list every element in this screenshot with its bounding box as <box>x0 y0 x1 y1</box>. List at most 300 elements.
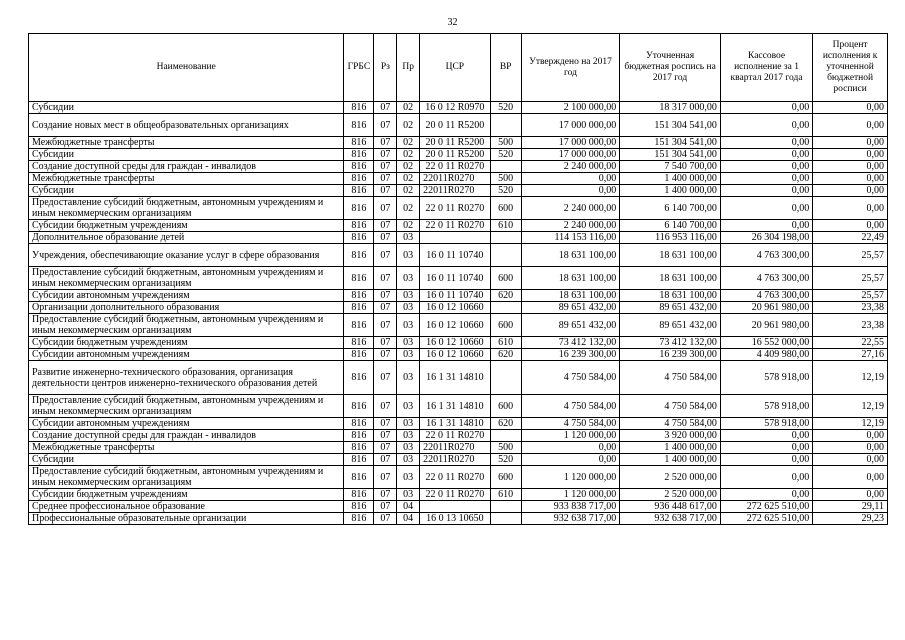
cell-pr: 02 <box>397 161 420 173</box>
budget-table <box>28 33 888 525</box>
cell-csr: 22011R0270 <box>420 442 491 454</box>
cell-percent: 25,57 <box>813 290 888 302</box>
table-row <box>29 314 888 337</box>
cell-approved: 2 240 000,00 <box>521 161 620 173</box>
header-rz: Рз <box>374 34 397 102</box>
cell-pr: 03 <box>397 232 420 244</box>
cell-grbs: 816 <box>344 197 374 220</box>
cell-cash: 0,00 <box>720 197 812 220</box>
cell-approved: 0,00 <box>521 454 620 466</box>
cell-refined: 16 239 300,00 <box>620 349 721 361</box>
cell-cash: 0,00 <box>720 102 812 114</box>
cell-percent: 29,23 <box>813 513 888 525</box>
cell-csr <box>420 501 491 513</box>
cell-vr <box>490 114 521 137</box>
cell-grbs: 816 <box>344 149 374 161</box>
cell-refined: 73 412 132,00 <box>620 337 721 349</box>
cell-pr: 03 <box>397 489 420 501</box>
cell-percent: 0,00 <box>813 197 888 220</box>
cell-name: Субсидии бюджетным учреждениям <box>29 337 344 349</box>
cell-csr <box>420 232 491 244</box>
cell-vr: 500 <box>490 442 521 454</box>
cell-cash: 0,00 <box>720 454 812 466</box>
cell-csr: 20 0 11 R5200 <box>420 149 491 161</box>
cell-vr: 520 <box>490 454 521 466</box>
cell-name: Субсидии бюджетным учреждениям <box>29 220 344 232</box>
cell-vr: 500 <box>490 173 521 185</box>
cell-cash: 4 763 300,00 <box>720 244 812 267</box>
cell-pr: 03 <box>397 442 420 454</box>
table-row <box>29 430 888 442</box>
table-row <box>29 185 888 197</box>
cell-refined: 2 520 000,00 <box>620 466 721 489</box>
cell-percent: 0,00 <box>813 114 888 137</box>
cell-percent: 22,49 <box>813 232 888 244</box>
cell-cash: 578 918,00 <box>720 395 812 418</box>
cell-csr: 22 0 11 R0270 <box>420 430 491 442</box>
cell-rz: 07 <box>374 361 397 395</box>
table-row <box>29 418 888 430</box>
cell-cash: 0,00 <box>720 185 812 197</box>
table-row <box>29 267 888 290</box>
cell-refined: 1 400 000,00 <box>620 185 721 197</box>
cell-vr: 610 <box>490 220 521 232</box>
cell-name: Субсидии <box>29 102 344 114</box>
cell-approved: 16 239 300,00 <box>521 349 620 361</box>
cell-pr: 03 <box>397 290 420 302</box>
cell-vr <box>490 430 521 442</box>
cell-cash: 0,00 <box>720 114 812 137</box>
cell-pr: 03 <box>397 395 420 418</box>
cell-name: Предоставление субсидий бюджетным, автономным учреждениям и иным некоммерческим организациям <box>29 314 344 337</box>
table-row <box>29 290 888 302</box>
cell-name: Создание доступной среды для граждан - инвалидов <box>29 161 344 173</box>
cell-csr: 22 0 11 R0270 <box>420 161 491 173</box>
cell-csr: 16 0 12 10660 <box>420 302 491 314</box>
cell-approved: 89 651 432,00 <box>521 314 620 337</box>
cell-rz: 07 <box>374 314 397 337</box>
cell-vr: 520 <box>490 149 521 161</box>
cell-csr: 22011R0270 <box>420 185 491 197</box>
cell-percent: 25,57 <box>813 244 888 267</box>
table-row <box>29 349 888 361</box>
cell-cash: 578 918,00 <box>720 361 812 395</box>
cell-percent: 12,19 <box>813 418 888 430</box>
cell-percent: 22,55 <box>813 337 888 349</box>
cell-refined: 6 140 700,00 <box>620 197 721 220</box>
cell-rz: 07 <box>374 454 397 466</box>
cell-cash: 0,00 <box>720 161 812 173</box>
header-refined: Уточненная бюджетная роспись на 2017 год <box>620 34 721 102</box>
cell-cash: 16 552 000,00 <box>720 337 812 349</box>
cell-pr: 03 <box>397 244 420 267</box>
cell-percent: 29,11 <box>813 501 888 513</box>
header-percent: Процент исполнения к уточненной бюджетной росписи <box>813 34 888 102</box>
cell-pr: 02 <box>397 220 420 232</box>
cell-cash: 578 918,00 <box>720 418 812 430</box>
cell-vr: 520 <box>490 185 521 197</box>
cell-rz: 07 <box>374 173 397 185</box>
cell-refined: 151 304 541,00 <box>620 137 721 149</box>
cell-name: Учреждения, обеспечивающие оказание услуг в сфере образования <box>29 244 344 267</box>
cell-rz: 07 <box>374 137 397 149</box>
cell-vr: 600 <box>490 197 521 220</box>
cell-grbs: 816 <box>344 114 374 137</box>
cell-name: Развитие инженерно-технического образования, организация деятельности центров инженерно-технического образования детей <box>29 361 344 395</box>
cell-refined: 4 750 584,00 <box>620 418 721 430</box>
cell-approved: 17 000 000,00 <box>521 149 620 161</box>
cell-percent: 12,19 <box>813 395 888 418</box>
cell-pr: 02 <box>397 102 420 114</box>
cell-refined: 89 651 432,00 <box>620 302 721 314</box>
cell-rz: 07 <box>374 349 397 361</box>
cell-vr <box>490 501 521 513</box>
cell-pr: 03 <box>397 361 420 395</box>
cell-grbs: 816 <box>344 102 374 114</box>
cell-grbs: 816 <box>344 430 374 442</box>
cell-refined: 3 920 000,00 <box>620 430 721 442</box>
cell-rz: 07 <box>374 290 397 302</box>
cell-refined: 4 750 584,00 <box>620 395 721 418</box>
table-row <box>29 466 888 489</box>
page-number: 32 <box>447 17 458 28</box>
cell-grbs: 816 <box>344 513 374 525</box>
cell-refined: 18 631 100,00 <box>620 244 721 267</box>
table-row <box>29 197 888 220</box>
table-row <box>29 302 888 314</box>
cell-csr: 16 0 12 10660 <box>420 314 491 337</box>
cell-refined: 151 304 541,00 <box>620 114 721 137</box>
cell-grbs: 816 <box>344 232 374 244</box>
cell-grbs: 816 <box>344 337 374 349</box>
cell-csr: 16 1 31 14810 <box>420 361 491 395</box>
cell-vr: 620 <box>490 349 521 361</box>
cell-rz: 07 <box>374 395 397 418</box>
cell-grbs: 816 <box>344 267 374 290</box>
cell-rz: 07 <box>374 513 397 525</box>
cell-vr: 520 <box>490 102 521 114</box>
cell-grbs: 816 <box>344 489 374 501</box>
cell-pr: 03 <box>397 418 420 430</box>
cell-csr: 16 0 11 10740 <box>420 290 491 302</box>
cell-percent: 25,57 <box>813 267 888 290</box>
cell-pr: 04 <box>397 513 420 525</box>
cell-rz: 07 <box>374 220 397 232</box>
cell-name: Организации дополнительного образования <box>29 302 344 314</box>
cell-csr: 16 0 11 10740 <box>420 244 491 267</box>
cell-cash: 272 625 510,00 <box>720 513 812 525</box>
cell-name: Субсидии автономным учреждениям <box>29 290 344 302</box>
cell-percent: 27,16 <box>813 349 888 361</box>
cell-pr: 02 <box>397 173 420 185</box>
cell-pr: 03 <box>397 454 420 466</box>
cell-csr: 16 0 13 10650 <box>420 513 491 525</box>
table-row <box>29 220 888 232</box>
table-row <box>29 102 888 114</box>
cell-approved: 0,00 <box>521 442 620 454</box>
cell-approved: 933 838 717,00 <box>521 501 620 513</box>
cell-cash: 4 763 300,00 <box>720 267 812 290</box>
table-row <box>29 137 888 149</box>
cell-name: Предоставление субсидий бюджетным, автономным учреждениям и иным некоммерческим организациям <box>29 267 344 290</box>
cell-name: Субсидии <box>29 149 344 161</box>
table-row <box>29 149 888 161</box>
table-row <box>29 395 888 418</box>
cell-pr: 02 <box>397 185 420 197</box>
table-row <box>29 173 888 185</box>
cell-approved: 17 000 000,00 <box>521 137 620 149</box>
cell-vr: 600 <box>490 395 521 418</box>
cell-refined: 932 638 717,00 <box>620 513 721 525</box>
cell-vr: 600 <box>490 267 521 290</box>
cell-grbs: 816 <box>344 466 374 489</box>
cell-percent: 0,00 <box>813 466 888 489</box>
cell-cash: 4 409 980,00 <box>720 349 812 361</box>
cell-percent: 0,00 <box>813 430 888 442</box>
cell-rz: 07 <box>374 489 397 501</box>
table-body <box>29 102 888 525</box>
cell-csr: 22011R0270 <box>420 173 491 185</box>
cell-grbs: 816 <box>344 454 374 466</box>
cell-vr: 610 <box>490 489 521 501</box>
cell-vr <box>490 161 521 173</box>
cell-csr: 16 0 11 10740 <box>420 267 491 290</box>
cell-grbs: 816 <box>344 220 374 232</box>
cell-csr: 22 0 11 R0270 <box>420 466 491 489</box>
cell-name: Предоставление субсидий бюджетным, автономным учреждениям и иным некоммерческим организациям <box>29 197 344 220</box>
cell-rz: 07 <box>374 149 397 161</box>
header-vr: ВР <box>490 34 521 102</box>
header-csr: ЦСР <box>420 34 491 102</box>
table-row <box>29 501 888 513</box>
cell-grbs: 816 <box>344 418 374 430</box>
cell-rz: 07 <box>374 430 397 442</box>
cell-approved: 2 240 000,00 <box>521 220 620 232</box>
cell-approved: 89 651 432,00 <box>521 302 620 314</box>
cell-approved: 17 000 000,00 <box>521 114 620 137</box>
cell-pr: 03 <box>397 267 420 290</box>
cell-name: Межбюджетные трансферты <box>29 442 344 454</box>
cell-name: Субсидии <box>29 454 344 466</box>
table-row <box>29 361 888 395</box>
cell-percent: 0,00 <box>813 102 888 114</box>
cell-pr: 02 <box>397 149 420 161</box>
cell-percent: 0,00 <box>813 442 888 454</box>
cell-grbs: 816 <box>344 361 374 395</box>
table-row <box>29 513 888 525</box>
cell-name: Предоставление субсидий бюджетным, автономным учреждениям и иным некоммерческим организациям <box>29 466 344 489</box>
cell-pr: 03 <box>397 466 420 489</box>
cell-rz: 07 <box>374 185 397 197</box>
cell-cash: 0,00 <box>720 489 812 501</box>
cell-name: Субсидии автономным учреждениям <box>29 418 344 430</box>
cell-approved: 73 412 132,00 <box>521 337 620 349</box>
cell-csr: 16 0 12 10660 <box>420 337 491 349</box>
cell-pr: 03 <box>397 337 420 349</box>
header-pr: Пр <box>397 34 420 102</box>
header-grbs: ГРБС <box>344 34 374 102</box>
cell-rz: 07 <box>374 337 397 349</box>
cell-vr <box>490 302 521 314</box>
cell-grbs: 816 <box>344 244 374 267</box>
cell-rz: 07 <box>374 232 397 244</box>
cell-vr: 610 <box>490 337 521 349</box>
cell-cash: 0,00 <box>720 442 812 454</box>
cell-pr: 03 <box>397 349 420 361</box>
cell-csr: 22 0 11 R0270 <box>420 489 491 501</box>
cell-rz: 07 <box>374 197 397 220</box>
cell-refined: 89 651 432,00 <box>620 314 721 337</box>
cell-pr: 03 <box>397 314 420 337</box>
header-name: Наименование <box>29 34 344 102</box>
cell-approved: 0,00 <box>521 185 620 197</box>
cell-csr: 16 0 12 R0970 <box>420 102 491 114</box>
cell-cash: 4 763 300,00 <box>720 290 812 302</box>
cell-approved: 932 638 717,00 <box>521 513 620 525</box>
cell-approved: 0,00 <box>521 173 620 185</box>
cell-approved: 4 750 584,00 <box>521 418 620 430</box>
cell-pr: 02 <box>397 137 420 149</box>
cell-csr: 22011R0270 <box>420 454 491 466</box>
cell-csr: 16 1 31 14810 <box>420 418 491 430</box>
cell-grbs: 816 <box>344 314 374 337</box>
cell-cash: 0,00 <box>720 430 812 442</box>
cell-pr: 04 <box>397 501 420 513</box>
cell-refined: 151 304 541,00 <box>620 149 721 161</box>
cell-vr: 620 <box>490 290 521 302</box>
cell-grbs: 816 <box>344 137 374 149</box>
cell-approved: 1 120 000,00 <box>521 466 620 489</box>
cell-cash: 0,00 <box>720 173 812 185</box>
cell-name: Создание доступной среды для граждан - инвалидов <box>29 430 344 442</box>
cell-pr: 03 <box>397 430 420 442</box>
cell-name: Субсидии автономным учреждениям <box>29 349 344 361</box>
cell-refined: 18 631 100,00 <box>620 290 721 302</box>
cell-approved: 2 240 000,00 <box>521 197 620 220</box>
cell-rz: 07 <box>374 466 397 489</box>
table-row <box>29 489 888 501</box>
cell-vr: 620 <box>490 418 521 430</box>
cell-grbs: 816 <box>344 290 374 302</box>
cell-refined: 2 520 000,00 <box>620 489 721 501</box>
table-row <box>29 114 888 137</box>
cell-rz: 07 <box>374 302 397 314</box>
cell-cash: 272 625 510,00 <box>720 501 812 513</box>
cell-csr: 16 1 31 14810 <box>420 395 491 418</box>
cell-rz: 07 <box>374 161 397 173</box>
cell-rz: 07 <box>374 442 397 454</box>
cell-cash: 26 304 198,00 <box>720 232 812 244</box>
cell-cash: 20 961 980,00 <box>720 302 812 314</box>
cell-vr <box>490 361 521 395</box>
cell-approved: 18 631 100,00 <box>521 290 620 302</box>
cell-vr <box>490 513 521 525</box>
cell-approved: 4 750 584,00 <box>521 395 620 418</box>
cell-refined: 116 953 116,00 <box>620 232 721 244</box>
cell-approved: 114 153 116,00 <box>521 232 620 244</box>
cell-vr <box>490 232 521 244</box>
cell-percent: 0,00 <box>813 137 888 149</box>
cell-refined: 1 400 000,00 <box>620 454 721 466</box>
cell-grbs: 816 <box>344 442 374 454</box>
cell-name: Дополнительное образование детей <box>29 232 344 244</box>
cell-percent: 0,00 <box>813 149 888 161</box>
cell-cash: 0,00 <box>720 149 812 161</box>
cell-refined: 18 631 100,00 <box>620 267 721 290</box>
cell-name: Среднее профессиональное образование <box>29 501 344 513</box>
cell-vr: 600 <box>490 466 521 489</box>
cell-pr: 03 <box>397 302 420 314</box>
cell-percent: 0,00 <box>813 161 888 173</box>
cell-grbs: 816 <box>344 161 374 173</box>
cell-pr: 02 <box>397 197 420 220</box>
cell-refined: 6 140 700,00 <box>620 220 721 232</box>
header-cash: Кассовое исполнение за 1 квартал 2017 года <box>720 34 812 102</box>
cell-percent: 0,00 <box>813 185 888 197</box>
cell-vr: 500 <box>490 137 521 149</box>
cell-refined: 1 400 000,00 <box>620 173 721 185</box>
table-row <box>29 161 888 173</box>
cell-percent: 0,00 <box>813 489 888 501</box>
cell-percent: 0,00 <box>813 220 888 232</box>
cell-approved: 4 750 584,00 <box>521 361 620 395</box>
table-row <box>29 232 888 244</box>
header-approved: Утверждено на 2017 год <box>521 34 620 102</box>
cell-approved: 1 120 000,00 <box>521 430 620 442</box>
table-row <box>29 337 888 349</box>
cell-name: Субсидии бюджетным учреждениям <box>29 489 344 501</box>
cell-refined: 4 750 584,00 <box>620 361 721 395</box>
cell-grbs: 816 <box>344 349 374 361</box>
cell-csr: 16 0 12 10660 <box>420 349 491 361</box>
cell-name: Предоставление субсидий бюджетным, автономным учреждениям и иным некоммерческим организациям <box>29 395 344 418</box>
cell-percent: 0,00 <box>813 454 888 466</box>
cell-rz: 07 <box>374 102 397 114</box>
cell-vr: 600 <box>490 314 521 337</box>
cell-cash: 0,00 <box>720 466 812 489</box>
table-header-row <box>29 34 888 102</box>
cell-approved: 1 120 000,00 <box>521 489 620 501</box>
cell-percent: 23,38 <box>813 302 888 314</box>
cell-rz: 07 <box>374 267 397 290</box>
cell-pr: 02 <box>397 114 420 137</box>
cell-percent: 12,19 <box>813 361 888 395</box>
cell-refined: 936 448 617,00 <box>620 501 721 513</box>
cell-approved: 2 100 000,00 <box>521 102 620 114</box>
cell-refined: 7 540 700,00 <box>620 161 721 173</box>
cell-cash: 0,00 <box>720 137 812 149</box>
cell-rz: 07 <box>374 244 397 267</box>
table-row <box>29 244 888 267</box>
cell-csr: 22 0 11 R0270 <box>420 197 491 220</box>
cell-grbs: 816 <box>344 173 374 185</box>
cell-name: Межбюджетные трансферты <box>29 137 344 149</box>
cell-percent: 0,00 <box>813 173 888 185</box>
cell-approved: 18 631 100,00 <box>521 244 620 267</box>
cell-refined: 1 400 000,00 <box>620 442 721 454</box>
cell-approved: 18 631 100,00 <box>521 267 620 290</box>
cell-name: Создание новых мест в общеобразовательных организациях <box>29 114 344 137</box>
cell-name: Межбюджетные трансферты <box>29 173 344 185</box>
cell-grbs: 816 <box>344 395 374 418</box>
table-row <box>29 442 888 454</box>
cell-cash: 20 961 980,00 <box>720 314 812 337</box>
cell-csr: 22 0 11 R0270 <box>420 220 491 232</box>
cell-cash: 0,00 <box>720 220 812 232</box>
cell-grbs: 816 <box>344 185 374 197</box>
cell-csr: 20 0 11 R5200 <box>420 137 491 149</box>
cell-percent: 23,38 <box>813 314 888 337</box>
